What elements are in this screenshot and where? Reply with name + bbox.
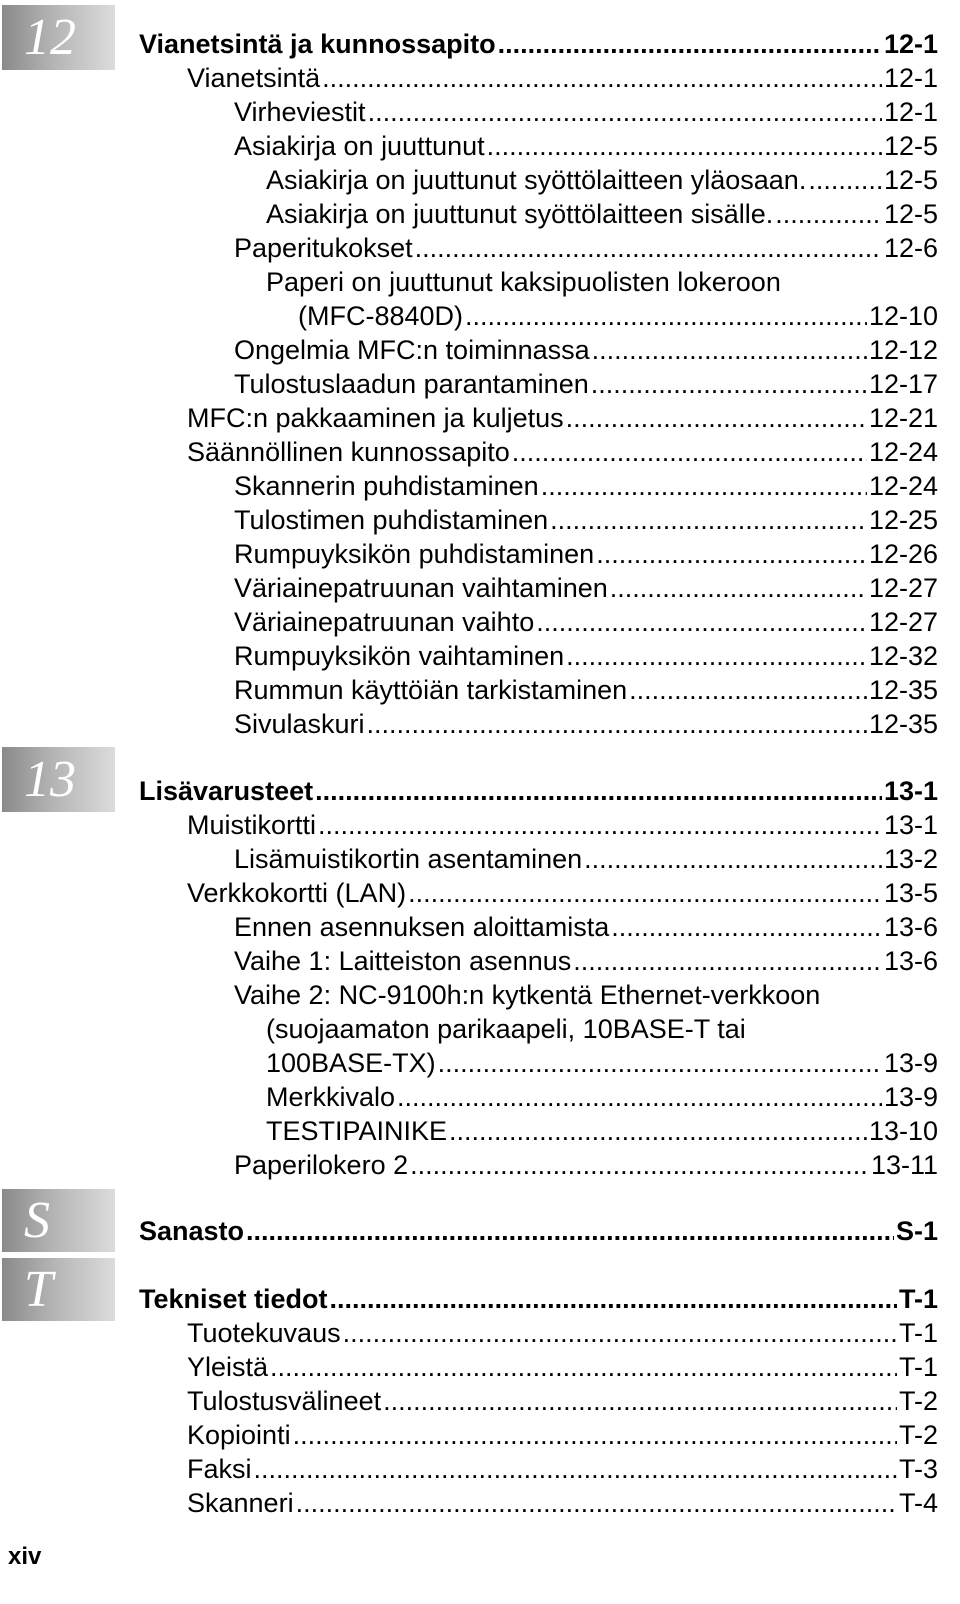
dot-leader bbox=[270, 1350, 897, 1384]
toc-entry[interactable] bbox=[234, 95, 938, 129]
toc-entry-page: 12-26 bbox=[868, 539, 938, 569]
toc-entry-page: 12-10 bbox=[868, 301, 938, 331]
dot-leader bbox=[610, 571, 867, 605]
dot-leader bbox=[550, 503, 867, 537]
toc-entry-title: Paperilokero 2 bbox=[234, 1150, 409, 1180]
toc-entry-page: 12-27 bbox=[868, 573, 938, 603]
toc-entry[interactable] bbox=[187, 1452, 938, 1486]
dot-leader bbox=[566, 639, 867, 673]
toc-entry-title: Virheviestit bbox=[234, 97, 366, 127]
toc-entry-title: Merkkivalo bbox=[266, 1082, 396, 1112]
toc-entry-title: Tuotekuvaus bbox=[187, 1318, 341, 1348]
dot-leader bbox=[566, 401, 867, 435]
toc-entry-title: Asiakirja on juuttunut bbox=[234, 131, 485, 161]
toc-entry-page: 13-9 bbox=[883, 1048, 938, 1078]
dot-leader bbox=[397, 1080, 882, 1114]
toc-entry-title: Asiakirja on juuttunut syöttölaitteen sisälle. bbox=[266, 199, 774, 229]
toc-entry-page: 13-5 bbox=[883, 878, 938, 908]
toc-entry[interactable] bbox=[234, 910, 938, 944]
toc-entry-page: 12-5 bbox=[883, 131, 938, 161]
toc-entry-title: 100BASE-TX) bbox=[266, 1048, 436, 1078]
toc-entry-page: 12-25 bbox=[868, 505, 938, 535]
toc-entry[interactable] bbox=[187, 1384, 938, 1418]
toc-entry-page: 12-24 bbox=[868, 471, 938, 501]
dot-leader bbox=[296, 1486, 897, 1520]
toc-entry-title: Rumpuyksikön puhdistaminen bbox=[234, 539, 595, 569]
toc-entry-page: 12-21 bbox=[868, 403, 938, 433]
dot-leader bbox=[591, 367, 867, 401]
toc-entry-page: 12-24 bbox=[868, 437, 938, 467]
dot-leader bbox=[383, 1384, 897, 1418]
toc-entry-title: Asiakirja on juuttunut syöttölaitteen yläosaan. bbox=[266, 165, 807, 195]
toc-entry-title: Tekniset tiedot bbox=[139, 1284, 328, 1314]
dot-leader bbox=[592, 333, 867, 367]
toc-entry[interactable] bbox=[266, 1046, 938, 1080]
toc-entry-title: Faksi bbox=[187, 1454, 252, 1484]
toc-entry-page: 12-6 bbox=[883, 233, 938, 263]
toc-chapter-entry[interactable] bbox=[139, 1214, 938, 1248]
toc-entry-page: 12-5 bbox=[883, 199, 938, 229]
toc-entry[interactable] bbox=[234, 707, 938, 741]
toc-entry[interactable] bbox=[187, 435, 938, 469]
toc-entry-page: 12-1 bbox=[883, 97, 938, 127]
toc-entry-title: Vianetsintä ja kunnossapito bbox=[139, 29, 496, 59]
toc-entry-title: Verkkokortti (LAN) bbox=[187, 878, 407, 908]
dot-leader bbox=[318, 808, 882, 842]
toc-entry-title: Väriainepatruunan vaihtaminen bbox=[234, 573, 608, 603]
toc-entry[interactable] bbox=[234, 333, 938, 367]
toc-entry-title: Rumpuyksikön vaihtaminen bbox=[234, 641, 565, 671]
toc-entry[interactable] bbox=[187, 1350, 938, 1384]
toc-entry-title: Säännöllinen kunnossapito bbox=[187, 437, 510, 467]
toc-entry-page: 12-35 bbox=[868, 709, 938, 739]
page-number: xiv bbox=[8, 1543, 42, 1570]
chapter-tab-s: S bbox=[2, 1189, 115, 1252]
toc-entry-title: Paperitukokset bbox=[234, 233, 413, 263]
toc-entry-title: Kopiointi bbox=[187, 1420, 291, 1450]
toc-entry-page: T-2 bbox=[898, 1386, 938, 1416]
toc-entry-title: Rummun käyttöiän tarkistaminen bbox=[234, 675, 628, 705]
toc-entry-title: TESTIPAINIKE bbox=[266, 1116, 448, 1146]
dot-leader bbox=[487, 129, 882, 163]
toc-entry-title: Ongelmia MFC:n toiminnassa bbox=[234, 335, 590, 365]
toc-entry-page: T-4 bbox=[898, 1488, 938, 1518]
dot-leader bbox=[322, 61, 882, 95]
chapter-tab-t: T bbox=[2, 1258, 115, 1321]
dot-leader bbox=[368, 95, 882, 129]
dot-leader bbox=[293, 1418, 897, 1452]
toc-entry-title: (MFC-8840D) bbox=[298, 301, 464, 331]
dot-leader bbox=[541, 469, 867, 503]
dot-leader bbox=[498, 27, 882, 61]
dot-leader bbox=[512, 435, 867, 469]
toc-entry[interactable] bbox=[234, 944, 938, 978]
toc-entry[interactable] bbox=[234, 503, 938, 537]
dot-leader bbox=[611, 910, 882, 944]
toc-entry[interactable] bbox=[234, 129, 938, 163]
dot-leader bbox=[254, 1452, 897, 1486]
toc-entry-title: Muistikortti bbox=[187, 810, 317, 840]
dot-leader bbox=[408, 876, 882, 910]
toc-entry-page: 13-10 bbox=[868, 1116, 938, 1146]
toc-entry[interactable] bbox=[187, 61, 938, 95]
toc-entry[interactable] bbox=[187, 876, 938, 910]
toc-entry-title-line[interactable]: Paperi on juuttunut kaksipuolisten lokeroon bbox=[266, 267, 781, 297]
dot-leader bbox=[410, 1148, 869, 1182]
dot-leader bbox=[415, 231, 882, 265]
toc-entry-page: 12-17 bbox=[868, 369, 938, 399]
dot-leader bbox=[775, 197, 882, 231]
toc-entry-page: 12-1 bbox=[883, 63, 938, 93]
toc-entry-title-line[interactable]: Vaihe 2: NC-9100h:n kytkentä Ethernet-verkkoon bbox=[234, 980, 821, 1010]
toc-entry-title: Sanasto bbox=[139, 1216, 245, 1246]
toc-entry-title: Tulostusvälineet bbox=[187, 1386, 382, 1416]
dot-leader bbox=[246, 1214, 894, 1248]
toc-entry-page: 13-11 bbox=[870, 1150, 938, 1180]
toc-chapter-entry[interactable] bbox=[139, 27, 938, 61]
toc-entry-page: T-1 bbox=[898, 1352, 938, 1382]
toc-entry[interactable] bbox=[234, 1148, 938, 1182]
toc-entry-title: MFC:n pakkaaminen ja kuljetus bbox=[187, 403, 564, 433]
dot-leader bbox=[465, 299, 867, 333]
toc-entry-page: T-2 bbox=[898, 1420, 938, 1450]
toc-entry[interactable] bbox=[266, 1114, 938, 1148]
toc-entry[interactable] bbox=[266, 163, 938, 197]
toc-entry-page: T-1 bbox=[898, 1284, 938, 1314]
toc-entry-page: T-3 bbox=[898, 1454, 938, 1484]
toc-entry-title: Ennen asennuksen aloittamista bbox=[234, 912, 610, 942]
toc-entry-page: 12-12 bbox=[868, 335, 938, 365]
dot-leader bbox=[315, 774, 882, 808]
toc-entry-title-line[interactable]: (suojaamaton parikaapeli, 10BASE-T tai bbox=[266, 1014, 746, 1044]
toc-entry[interactable] bbox=[187, 808, 938, 842]
toc-chapter-entry[interactable] bbox=[139, 774, 938, 808]
toc-entry[interactable] bbox=[266, 1080, 938, 1114]
toc-entry[interactable] bbox=[234, 537, 938, 571]
toc-entry-page: S-1 bbox=[895, 1216, 938, 1246]
toc-entry[interactable] bbox=[234, 469, 938, 503]
dot-leader bbox=[573, 944, 882, 978]
toc-entry-title: Tulostimen puhdistaminen bbox=[234, 505, 549, 535]
toc-entry-title: Skannerin puhdistaminen bbox=[234, 471, 539, 501]
toc-entry[interactable] bbox=[266, 197, 938, 231]
toc-entry-page: 12-32 bbox=[868, 641, 938, 671]
toc-entry-title: Skanneri bbox=[187, 1488, 294, 1518]
toc-entry[interactable] bbox=[234, 231, 938, 265]
dot-leader bbox=[596, 537, 867, 571]
toc-entry-page: 13-2 bbox=[883, 844, 938, 874]
dot-leader bbox=[449, 1114, 867, 1148]
toc-entry[interactable] bbox=[187, 1316, 938, 1350]
toc-entry-page: 13-9 bbox=[883, 1082, 938, 1112]
toc-entry[interactable] bbox=[234, 639, 938, 673]
toc-entry-title: Vaihe 1: Laitteiston asennus bbox=[234, 946, 572, 976]
dot-leader bbox=[330, 1282, 897, 1316]
toc-chapter-entry[interactable] bbox=[139, 1282, 938, 1316]
toc-entry-page: 13-1 bbox=[883, 776, 938, 806]
dot-leader bbox=[367, 707, 867, 741]
toc-entry[interactable] bbox=[234, 673, 938, 707]
toc-entry-page: T-1 bbox=[898, 1318, 938, 1348]
toc-entry[interactable] bbox=[187, 1418, 938, 1452]
toc-entry-title: Tulostuslaadun parantaminen bbox=[234, 369, 589, 399]
toc-entry-title: Vianetsintä bbox=[187, 63, 321, 93]
toc-entry-title: Lisämuistikortin asentaminen bbox=[234, 844, 583, 874]
toc-entry-page: 13-6 bbox=[883, 912, 938, 942]
toc-entry-page: 12-27 bbox=[868, 607, 938, 637]
dot-leader bbox=[438, 1046, 882, 1080]
toc-entry[interactable] bbox=[234, 842, 938, 876]
chapter-tab-12: 12 bbox=[2, 5, 115, 70]
toc-entry-page: 12-5 bbox=[883, 165, 938, 195]
toc-entry-page: 13-6 bbox=[883, 946, 938, 976]
dot-leader bbox=[584, 842, 882, 876]
dot-leader bbox=[808, 163, 882, 197]
toc-entry[interactable] bbox=[187, 401, 938, 435]
toc-entry-title: Yleistä bbox=[187, 1352, 269, 1382]
toc-entry-title: Sivulaskuri bbox=[234, 709, 365, 739]
toc-entry[interactable] bbox=[234, 367, 938, 401]
toc-entry-title: Lisävarusteet bbox=[139, 776, 314, 806]
toc-entry[interactable] bbox=[187, 1486, 938, 1520]
toc-entry[interactable] bbox=[234, 605, 938, 639]
toc-entry-page: 13-1 bbox=[883, 810, 938, 840]
dot-leader bbox=[343, 1316, 897, 1350]
dot-leader bbox=[629, 673, 867, 707]
chapter-tab-13: 13 bbox=[2, 747, 115, 812]
toc-entry-page: 12-1 bbox=[883, 29, 938, 59]
toc-entry-title: Väriainepatruunan vaihto bbox=[234, 607, 535, 637]
toc-entry-page: 12-35 bbox=[868, 675, 938, 705]
toc-entry[interactable] bbox=[234, 571, 938, 605]
toc-entry[interactable] bbox=[298, 299, 938, 333]
dot-leader bbox=[536, 605, 867, 639]
